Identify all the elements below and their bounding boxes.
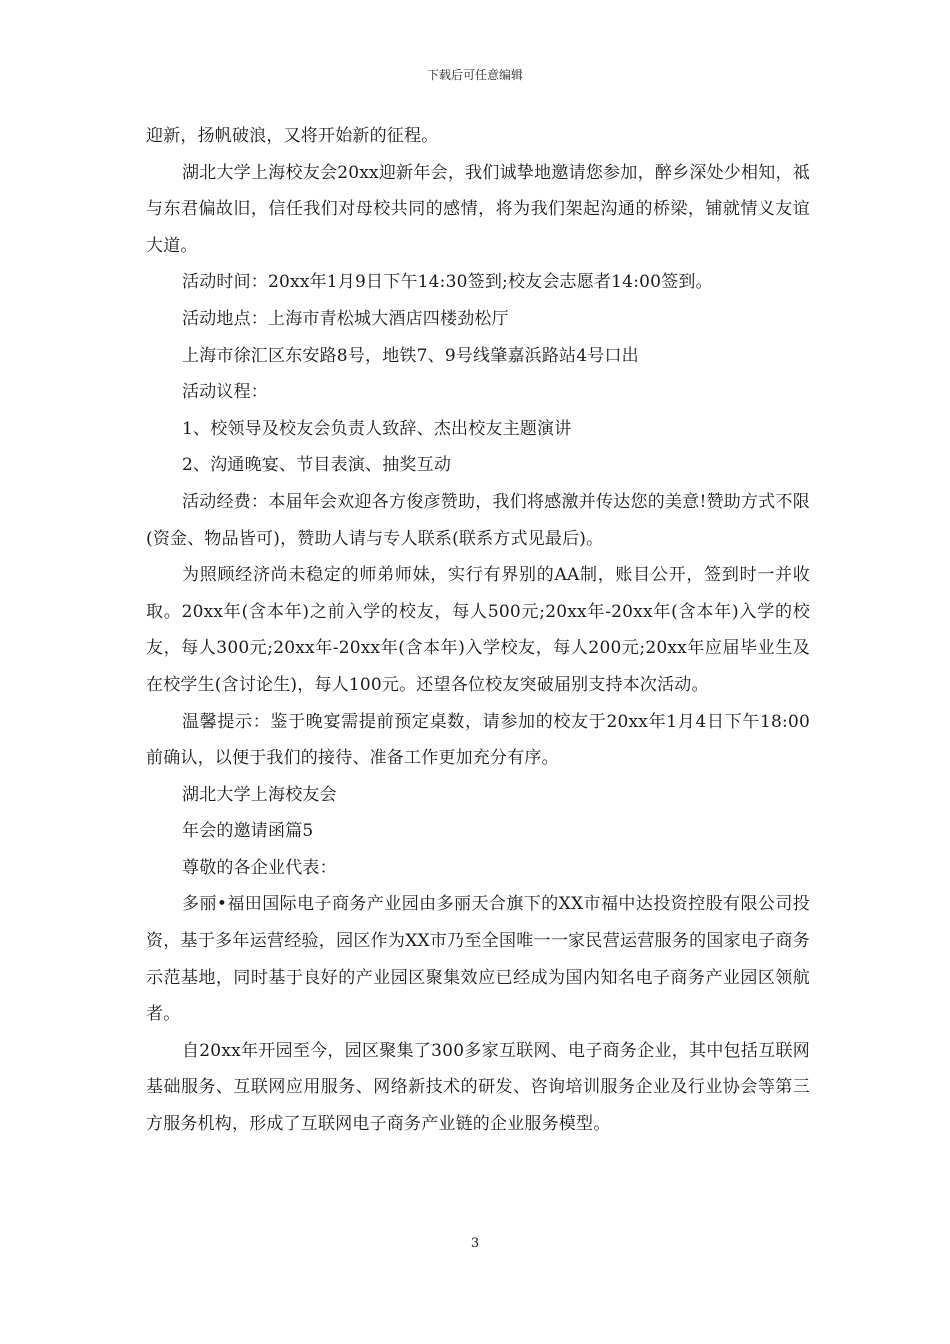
signature-line: 湖北大学上海校友会 xyxy=(182,784,337,805)
page-header: 下载后可任意编辑 xyxy=(426,68,523,82)
paragraph: 迎新，扬帆破浪，又将开始新的征程。 xyxy=(146,126,439,146)
section-heading: 年会的邀请函篇5 xyxy=(182,821,314,842)
paragraph: 2、沟通晚宴、节目表演、抽奖互动 xyxy=(182,455,452,476)
paragraph: 活动议程： xyxy=(182,382,268,403)
paragraph: 湖北大学上海校友会20xx迎新年会，我们诚挚地邀请您参加，醉乡深处少相知，祗与东君偏故旧，信任我们对母校共同的感情，将为我们架起沟通的桥梁，铺就情义友谊大道。 xyxy=(146,162,810,256)
paragraph: 多丽•福田国际电子商务产业园由多丽天合旗下的XX市福中达投资控股有限公司投资，基于多年运营经验，园区作为XX市乃至全国唯一一家民营运营服务的国家电子商务示范基地，同时基于良好的产业园区聚集效应已经成为国内知名电子商务产业园区领航者。 xyxy=(146,894,810,1025)
paragraph: 活动时间：20xx年1月9日下午14:30签到;校友会志愿者14:00签到。 xyxy=(182,272,713,293)
paragraph: 温馨提示：鉴于晚宴需提前预定桌数，请参加的校友于20xx年1月4日下午18:00前确认，以便于我们的接待、准备工作更加充分有序。 xyxy=(146,711,810,769)
document-body xyxy=(146,118,810,1143)
paragraph: 上海市徐汇区东安路8号，地铁7、9号线肇嘉浜路站4号口出 xyxy=(182,345,639,366)
paragraph: 1、校领导及校友会负责人致辞、杰出校友主题演讲 xyxy=(182,418,572,439)
paragraph: 自20xx年开园至今，园区聚集了300多家互联网、电子商务企业，其中包括互联网基础服务、互联网应用服务、网络新技术的研发、咨询培训服务企业及行业协会等第三方服务机构，形成了互联网电子商务产业链的企业服务模型。 xyxy=(146,1040,810,1135)
salutation: 尊敬的各企业代表： xyxy=(182,857,337,878)
paragraph: 活动地点：上海市青松城大酒店四楼劲松厅 xyxy=(182,308,509,329)
page-number: 3 xyxy=(470,1236,480,1251)
paragraph: 活动经费：本届年会欢迎各方俊彦赞助，我们将感激并传达您的美意!赞助方式不限(资金、物品皆可)，赞助人请与专人联系(联系方式见最后)。 xyxy=(146,491,810,549)
paragraph: 为照顾经济尚未稳定的师弟师妹，实行有界别的AA制，账目公开，签到时一并收取。20xx年(含本年)之前入学的校友，每人500元;20xx年-20xx年(含本年)入学的校友，每人300元;20xx年-20xx年(含本年)入学校友，每人200元;20xx年应届毕业生及在校学生(含讨论生)，每人100元。还望各位校友突破届别支持本次活动。 xyxy=(146,565,810,695)
